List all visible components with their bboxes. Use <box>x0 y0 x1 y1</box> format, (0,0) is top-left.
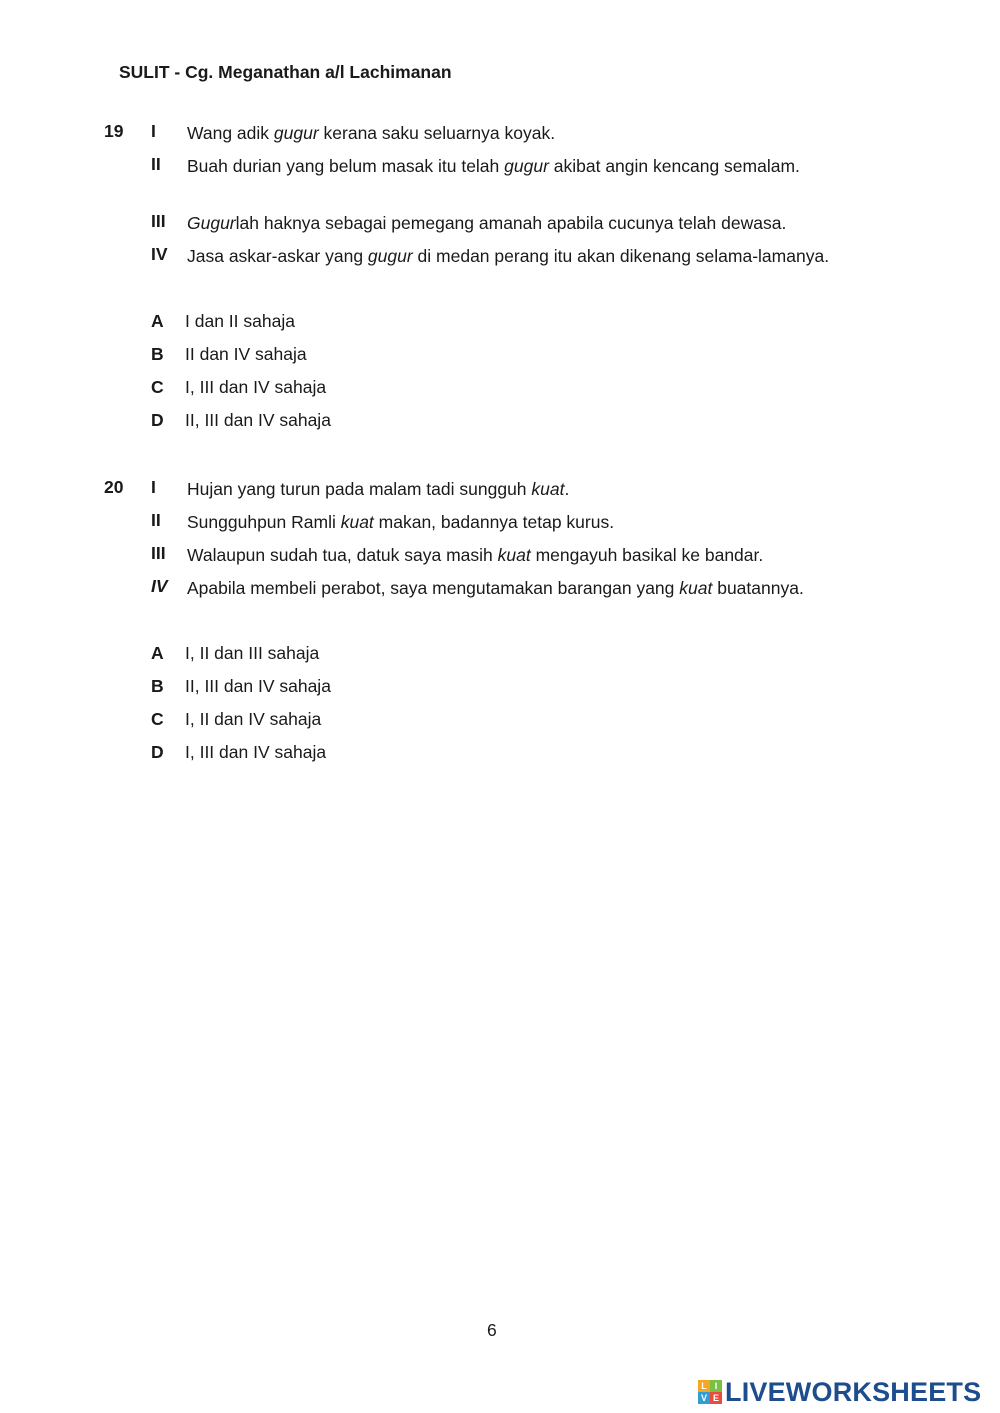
statement-roman: II <box>151 154 161 174</box>
logo-letter: V <box>698 1392 710 1404</box>
option-letter: D <box>151 742 164 762</box>
statement-roman: I <box>151 121 156 141</box>
statement-text: Sungguhpun Ramli kuat makan, badannya tetap kurus. <box>187 512 615 532</box>
statement-text: Wang adik gugur kerana saku seluarnya koyak. <box>187 123 556 143</box>
option-text: II dan IV sahaja <box>185 344 307 364</box>
question-number: 20 <box>104 477 124 497</box>
option-letter: C <box>151 709 164 729</box>
statement-text: Gugurlah haknya sebagai pemegang amanah apabila cucunya telah dewasa. <box>187 213 787 233</box>
statement-roman: III <box>151 543 166 563</box>
option-letter: B <box>151 344 164 364</box>
option-text: I, III dan IV sahaja <box>185 742 327 762</box>
option-text: I dan II sahaja <box>185 311 295 331</box>
option-letter: C <box>151 377 164 397</box>
statement-roman: I <box>151 477 156 497</box>
question-number: 19 <box>104 121 124 141</box>
option-letter: D <box>151 410 164 430</box>
logo-letter: I <box>710 1380 722 1392</box>
statement-text: Jasa askar-askar yang gugur di medan perang itu akan dikenang selama-lamanya. <box>187 246 830 266</box>
statement-text: Apabila membeli perabot, saya mengutamakan barangan yang kuat buatannya. <box>187 578 804 598</box>
brand-text: LIVEWORKSHEETS <box>725 1376 982 1407</box>
page-header: SULIT - Cg. Meganathan a/l Lachimanan <box>119 62 452 82</box>
liveworksheets-logo-icon <box>698 1380 722 1404</box>
statement-text: Hujan yang turun pada malam tadi sungguh kuat. <box>187 479 570 499</box>
option-text: II, III dan IV sahaja <box>185 676 331 696</box>
option-text: II, III dan IV sahaja <box>185 410 331 430</box>
option-text: I, III dan IV sahaja <box>185 377 327 397</box>
option-letter: A <box>151 311 164 331</box>
statement-roman: IV <box>151 244 168 264</box>
logo-letter: L <box>698 1380 710 1392</box>
statement-roman: III <box>151 211 166 231</box>
option-letter: A <box>151 643 164 663</box>
page-number: 6 <box>487 1320 497 1340</box>
option-text: I, II dan III sahaja <box>185 643 320 663</box>
liveworksheets-brand[interactable] <box>698 1378 981 1406</box>
option-text: I, II dan IV sahaja <box>185 709 322 729</box>
statement-text: Buah durian yang belum masak itu telah gugur akibat angin kencang semalam. <box>187 156 800 176</box>
option-letter: B <box>151 676 164 696</box>
statement-roman: IV <box>151 576 168 596</box>
statement-text: Walaupun sudah tua, datuk saya masih kuat mengayuh basikal ke bandar. <box>187 545 764 565</box>
statement-roman: II <box>151 510 161 530</box>
logo-letter: E <box>710 1392 722 1404</box>
